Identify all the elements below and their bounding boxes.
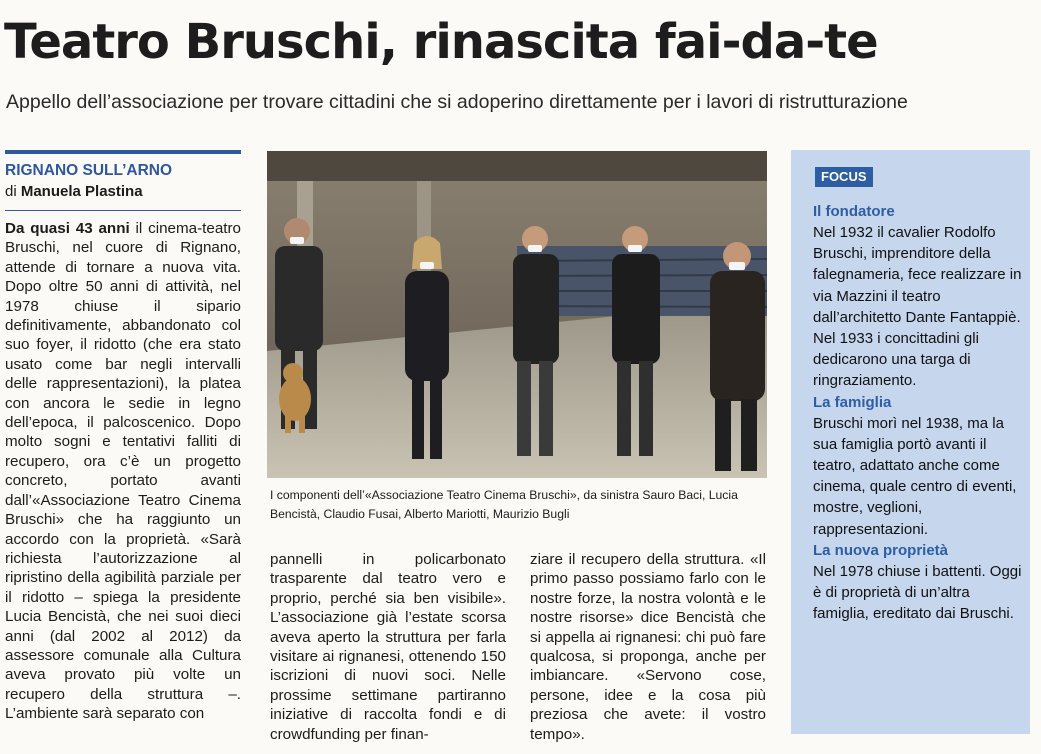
focus-heading-famiglia: La famiglia	[813, 393, 892, 411]
article-text-col3: ziare il recupero della struttura. «Il primo passo possiamo farlo con le nostre forze, la nostra volontà e le nostre risorse» dice Bencistà che si appella ai rignanesi: chi può fare qualcosa, si proponga, anche per imbiancare. «Servono cose, persone, idee e la cosa più preziosa che avete: il vostro tempo».	[530, 551, 766, 743]
lead-bold: Da quasi 43 anni	[5, 220, 130, 237]
focus-text-fondatore: Nel 1932 il cavalier Rodolfo Bruschi, imprenditore della falegnameria, fece realizzare in via Mazzini il teatro dall’architetto Dante Fantappiè. Nel 1933 i concittadini gli dedicarono una targa di ringraziamento.	[813, 224, 1022, 390]
article-text-col2: pannelli in policarbonato trasparente dal teatro vero e proprio, perché sia ben visibile». L’associazione già l’estate scorsa aveva aperto la struttura per farla visitare ai rignanesi, ottenendo 150 iscrizioni di nuovi soci. Nelle prossime settimane partiranno iniziative di raccolta fondi e di crowdfunding per finan-	[270, 551, 506, 743]
focus-label: FOCUS	[815, 167, 873, 187]
article-photo	[267, 151, 767, 478]
byline-rule	[5, 210, 241, 211]
dateline-location: RIGNANO SULL’ARNO	[5, 162, 173, 179]
byline	[5, 182, 241, 202]
headline: Teatro Bruschi, rinascita fai-da-te	[4, 14, 878, 70]
byline-prefix: di	[5, 183, 21, 200]
focus-content	[813, 201, 1025, 624]
subheadline: Appello dell’associazione per trovare cittadini che si adoperino direttamente per i lavori di ristrutturazione	[6, 91, 908, 113]
byline-author: Manuela Plastina	[20, 183, 143, 200]
photo-caption: I componenti dell’«Associazione Teatro Cinema Bruschi», da sinistra Sauro Baci, Lucia Bencistà, Claudio Fusai, Alberto Mariotti, Maurizio Bugli	[270, 488, 738, 521]
article-column-1	[5, 150, 241, 747]
focus-text-famiglia: Bruschi morì nel 1938, ma la sua famiglia portò avanti il teatro, adattato anche come cinema, quale centro di eventi, mostre, veglioni, rappresentazioni.	[813, 414, 1017, 538]
focus-heading-proprieta: La nuova proprietà	[813, 541, 949, 559]
focus-sidebar	[791, 150, 1030, 734]
article-text-col1	[5, 219, 241, 747]
focus-heading-fondatore: Il fondatore	[813, 203, 895, 220]
col1-body: il cinema-teatro Bruschi, nel cuore di Rignano, attende di tornare a nuova vita. Dopo oltre 50 anni di attività, nel 1978 chiuse il sipario definitivamente, abbandonato col suo foyer, il ridotto (che era stato usato come bar negli intervalli delle rappresentazioni), la platea con ancora le sedie in legno dell’epoca, il palcoscenico. Dopo molto sogni e tentativi falliti di recupero, ora c’è un progetto concreto, portato avanti dall’«Associazione Teatro Cinema Bruschi» che ha raggiunto un accordo con la proprietà. «Sarà richiesta l’autorizzazione al ripristino della agibilità parziale per il ridotto – spiega la presidente Lucia Bencistà, che nei suoi dieci anni (dal 2002 al 2012) da assessore comunale alla Cultura aveva provato più volte un recupero della struttura –. L’ambiente sarà separato con	[5, 220, 241, 723]
section-rule	[5, 150, 241, 154]
focus-text-proprieta: Nel 1978 chiuse i battenti. Oggi è di proprietà di un’altra famiglia, ereditato dai Bruschi.	[813, 562, 1022, 623]
